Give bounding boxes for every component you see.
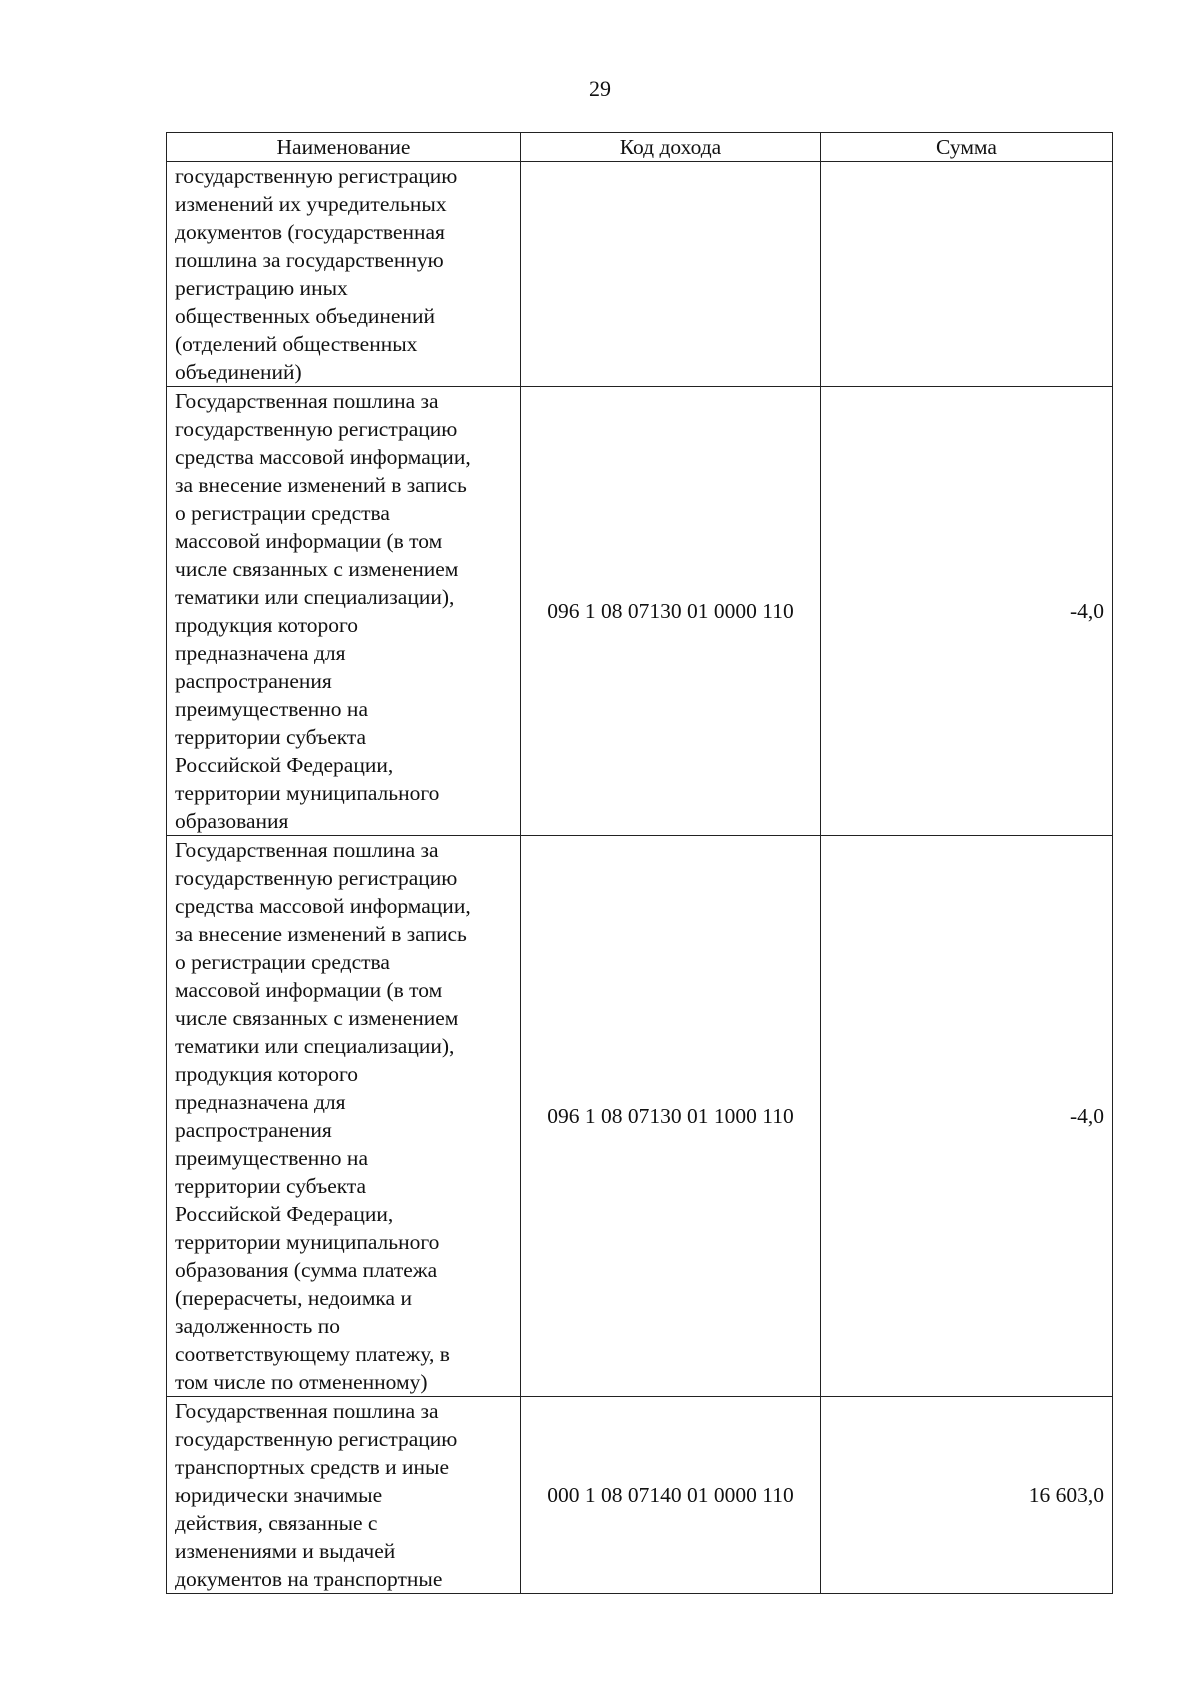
row-name: Государственная пошлина за государственную регистрацию средства массовой информации, за внесение изменений в запись о регистрации средства массовой информации (в том числе связанных с изменением тематики или специализации), продукция которого предназначена для распространения преимущественно на территории субъекта Российской Федерации, территории муниципального образования (сумма платежа (перерасчеты, недоимка и задолженность по соответствующему платежу, в том числе по отмененному) — [167, 836, 521, 1397]
table-row — [167, 162, 1113, 387]
revenue-table — [166, 132, 1113, 1594]
row-code — [521, 162, 821, 387]
row-sum: -4,0 — [821, 836, 1113, 1397]
header-sum: Сумма — [821, 133, 1113, 162]
row-sum: -4,0 — [821, 387, 1113, 836]
header-name: Наименование — [167, 133, 521, 162]
table-header-row — [167, 133, 1113, 162]
row-name: Государственная пошлина за государственную регистрацию средства массовой информации, за внесение изменений в запись о регистрации средства массовой информации (в том числе связанных с изменением тематики или специализации), продукция которого предназначена для распространения преимущественно на территории субъекта Российской Федерации, территории муниципального образования — [167, 387, 521, 836]
row-sum — [821, 162, 1113, 387]
table-row — [167, 1397, 1113, 1594]
table-row — [167, 836, 1113, 1397]
row-code: 000 1 08 07140 01 0000 110 — [521, 1397, 821, 1594]
row-code: 096 1 08 07130 01 0000 110 — [521, 387, 821, 836]
row-code: 096 1 08 07130 01 1000 110 — [521, 836, 821, 1397]
page-number: 29 — [589, 76, 611, 101]
table-row — [167, 387, 1113, 836]
header-code: Код дохода — [521, 133, 821, 162]
row-sum: 16 603,0 — [821, 1397, 1113, 1594]
row-name: Государственная пошлина за государственную регистрацию транспортных средств и иные юридически значимые действия, связанные с изменениями и выдачей документов на транспортные — [167, 1397, 521, 1594]
row-name: государственную регистрацию изменений их учредительных документов (государственная пошлина за государственную регистрацию иных общественных объединений (отделений общественных объединений) — [167, 162, 521, 387]
